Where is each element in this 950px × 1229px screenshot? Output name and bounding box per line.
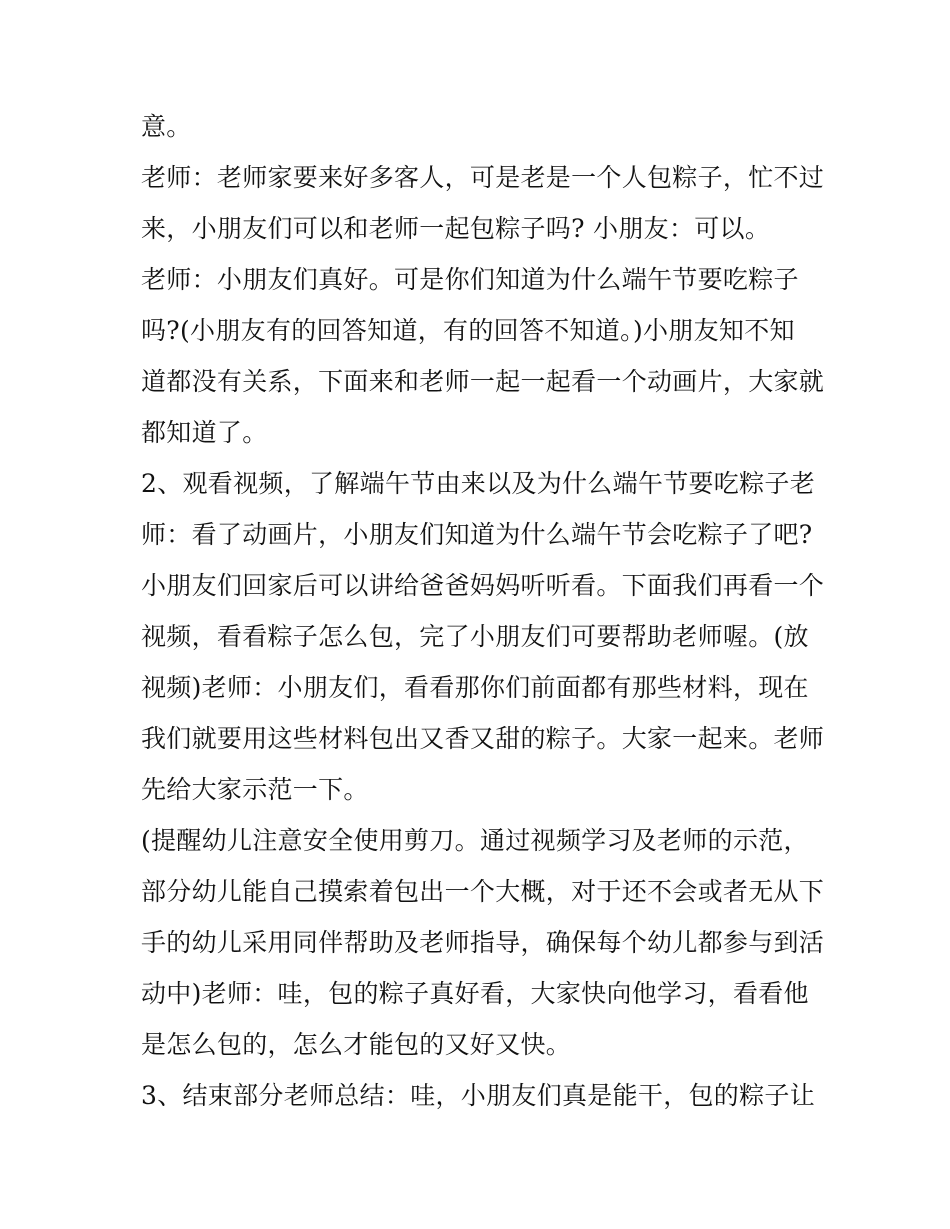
text-line: (提醒幼儿注意安全使用剪刀。通过视频学习及老师的示范， — [141, 826, 809, 855]
text-line: 部分幼儿能自己摸索着包出一个大概，对于还不会或者无从下 — [141, 877, 825, 906]
text-line: 视频)老师：小朋友们，看看那你们前面都有那些材料，现在 — [141, 673, 809, 702]
text-line: 小朋友们回家后可以讲给爸爸妈妈听听看。下面我们再看一个 — [141, 571, 825, 600]
text-line: 我们就要用这些材料包出又香又甜的粽子。大家一起来。老师 — [141, 724, 825, 753]
text-line: 先给大家示范一下。 — [141, 775, 369, 804]
text-line: 是怎么包的，怎么才能包的又好又快。 — [141, 1030, 572, 1059]
text-line: 吗?(小朋友有的回答知道，有的回答不知道。)小朋友知不知 — [141, 316, 795, 345]
text-line: 3、结束部分老师总结：哇，小朋友们真是能干，包的粽子让 — [141, 1081, 816, 1110]
text-line: 2、观看视频，了解端午节由来以及为什么端午节要吃粽子老 — [141, 469, 816, 498]
text-line: 都知道了。 — [141, 418, 268, 447]
text-line: 道都没有关系，下面来和老师一起一起看一个动画片，大家就 — [141, 367, 825, 396]
text-line: 意。 — [141, 112, 192, 141]
text-line: 视频，看看粽子怎么包，完了小朋友们可要帮助老师喔。(放 — [141, 622, 809, 651]
text-line: 老师：老师家要来好多客人，可是老是一个人包粽子，忙不过 — [141, 163, 825, 192]
text-line: 动中)老师：哇，包的粽子真好看，大家快向他学习，看看他 — [141, 979, 809, 1008]
text-line: 来，小朋友们可以和老师一起包粽子吗? 小朋友：可以。 — [141, 214, 771, 243]
text-line: 手的幼儿采用同伴帮助及老师指导，确保每个幼儿都参与到活 — [141, 928, 825, 957]
text-line: 老师：小朋友们真好。可是你们知道为什么端午节要吃粽子 — [141, 265, 799, 294]
text-line: 师：看了动画片，小朋友们知道为什么端午节会吃粽子了吧? — [141, 520, 813, 549]
